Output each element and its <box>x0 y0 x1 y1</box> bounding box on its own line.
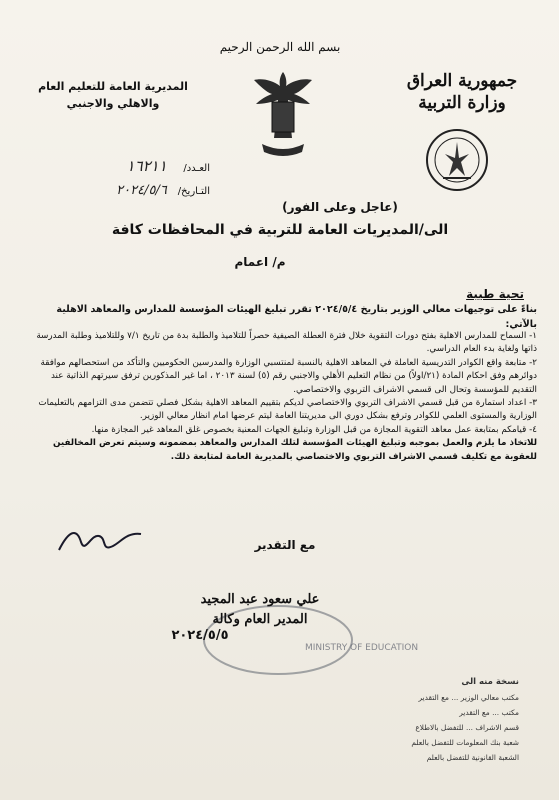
instruction-item: ٤- قيامكم بمتابعة عمل معاهد التقوية المجازة من قبل الوزارة وتبليغ الجهات المعنية بخصوص غلق المعاهد غير المجازة منها. <box>91 424 537 435</box>
ref-number-label: العـدد/ <box>183 163 210 174</box>
ref-number-row <box>60 155 210 180</box>
signatory-title: المدير العام وكالة <box>212 612 308 627</box>
ref-date-label: التـاريخ/ <box>177 186 210 197</box>
reference-block <box>60 155 210 203</box>
closing-instruction: للاتخاذ ما يلزم والعمل بموجبه وتبليغ الهيئات المؤسسة لتلك المدارس والمعاهد بمضمونه وسيتم تعرض المخالفين للعقوبة مع تكليف قسمي الاشراف التربوي والاختصاصي بالمديرية العامة لمتابعة ذلك. <box>52 438 537 462</box>
ref-date-row <box>60 180 210 203</box>
ref-date-value: ٢٠٢٤/٥/٦ <box>116 183 167 198</box>
greeting: تحية طيبة <box>466 287 524 301</box>
instruction-item: ٣- اعداد استمارة من قبل قسمي الاشراف التربوي والاختصاصي لديكم بتقييم المعاهد الاهلية بشكل فصلي تتضمن مدى التزامهم بالتعليمات الوزارية والمستوى العلمي للكوادر وترفع بشكل دوري الى مديريتنا العامة ليتم عرضها امام انظار معالي الوزير. <box>38 398 537 422</box>
letterhead-left <box>28 78 198 112</box>
handwritten-signature-icon <box>55 520 145 560</box>
signatory-name: علي سعود عبد المجيد <box>200 592 320 607</box>
copy-to-line: قسم الاشراف ... للتفضل بالاطلاع <box>415 723 519 732</box>
letterhead-right <box>387 70 537 114</box>
instruction-item: ١- السماح للمدارس الاهلية بفتح دورات التقوية خلال فترة العطلة الصيفية حصراً للتلاميذ والطلبة بدة من تاريخ ٧/١ وللتلاميذ وطلبة المدرسة ذاتها ولغاية بدء العام الدراسي. <box>36 331 537 355</box>
copy-to-line: مكتب ... مع التقدير <box>459 708 519 717</box>
copy-to-line: الشعبة القانونية للتفضل بالعلم <box>426 753 519 762</box>
urgency-note: (عاجل وعلى الفور) <box>282 200 398 214</box>
instruction-item: ٢- متابعة واقع الكوادر التدريسية العاملة في المعاهد الاهلية بالنسبة لمنتسبي الوزارة والمدرسين الحكوميين والتأكد من استحصالهم موافقة دوائرهم وفق احكام المادة (٢١/اولاً) من نظام التعليم الأهلي والاجنبي رقم (٥) لسنة ٢٠١٣ ، اما غير المذكورين ترفق سيرتهم الذاتية عند التقديم للمؤسسة وتحال الى قسمي الاشراف التربوي والاختصاصي. <box>40 357 537 395</box>
ministry-seal-icon <box>425 128 489 192</box>
country-name: جمهورية العراق <box>406 71 518 91</box>
iraq-eagle-emblem-icon <box>252 68 314 160</box>
subject-line: م/ اعمام <box>234 255 286 269</box>
letter-body <box>27 330 537 464</box>
copy-to-block <box>329 675 519 765</box>
stamp-text: MINISTRY OF EDUCATION <box>305 643 419 653</box>
basmala: بسم الله الرحمن الرحيم <box>219 40 341 54</box>
copy-to-line: شعبة بنك المعلومات للتفضل بالعلم <box>411 738 519 747</box>
signature-date: ٢٠٢٤/٥/٥ <box>171 628 229 643</box>
directorate-line1: المديرية العامة للتعليم العام <box>38 80 188 93</box>
signatory-block <box>150 590 370 630</box>
ref-number-value: ١٦٢١١ <box>126 157 167 175</box>
intro-paragraph: بناءً على توجيهات معالي الوزير بتاريخ ٢٠٢٤/٥/٤ تقرر تبليغ الهيئات المؤسسة للمدارس والمعاهد الاهلية بالآتي: <box>56 304 537 330</box>
copy-to-heading: نسخة منه الى <box>461 677 519 687</box>
addressee: الى/المديريات العامة للتربية في المحافظات كافة <box>111 222 449 238</box>
ministry-name: وزارة التربية <box>418 93 506 113</box>
closing-regards: مع التقدير <box>254 538 316 552</box>
copy-to-line: مكتب معالي الوزير ... مع التقدير <box>418 693 519 702</box>
directorate-line2: والاهلي والاجنبي <box>66 97 160 110</box>
